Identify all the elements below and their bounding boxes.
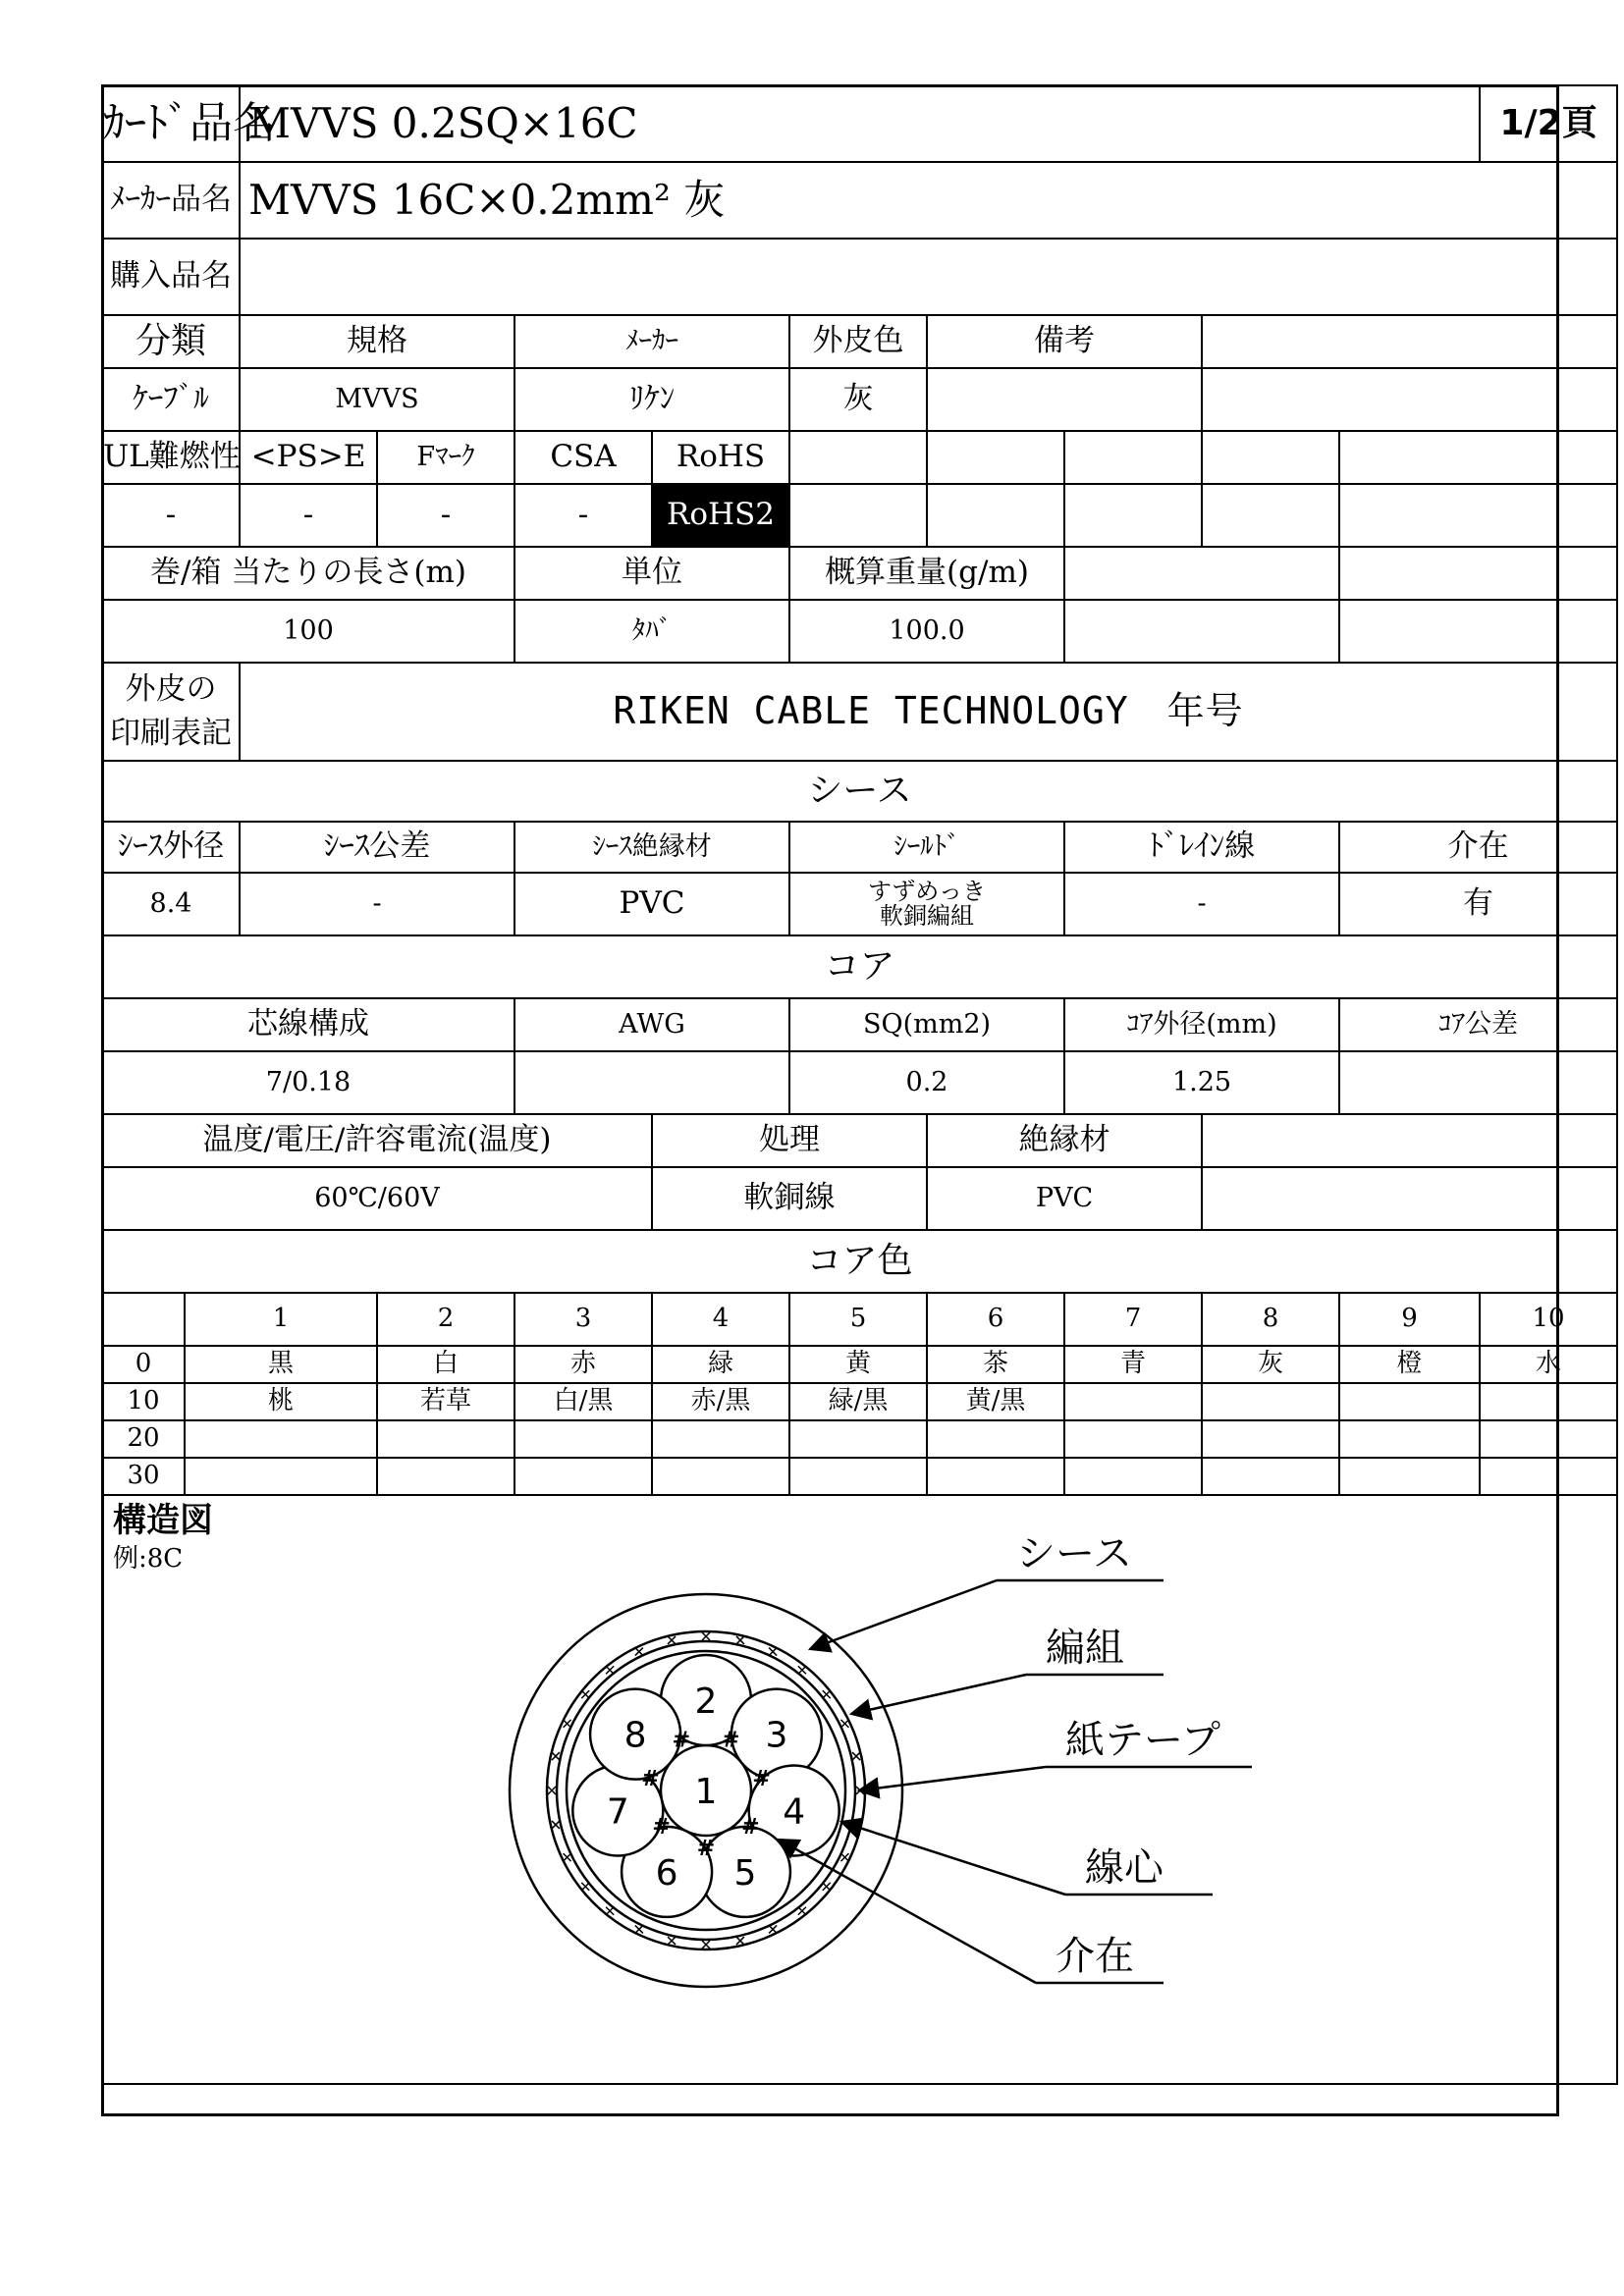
color-row-start: 10 [102,1383,185,1420]
core-blank-header [1202,1114,1617,1167]
color-cell: 白/黒 [514,1383,652,1420]
shield-value: すずめっき 軟銅編組 [789,873,1064,935]
pse-header: <PS>E [240,431,377,484]
color-row-start: 20 [102,1420,185,1458]
color-row [102,1383,1617,1420]
color-cell: 青 [1064,1346,1202,1383]
sheath-insulation-header: ｼｰｽ絶縁材 [514,822,789,873]
cert-blank-value [1064,484,1202,547]
core-blank-value [1202,1167,1617,1230]
f-mark-header: Fﾏｰｸ [377,431,514,484]
filler-header: 介在 [1339,822,1617,873]
color-col-header: 3 [514,1293,652,1346]
braid-mark [798,1907,806,1915]
color-cell: 若草 [377,1383,514,1420]
core-color-section-title: コア色 [102,1230,1617,1293]
color-col-header: 4 [652,1293,789,1346]
braid-mark [840,1720,848,1728]
braid-mark [668,1636,676,1644]
color-cell: 水 [1480,1346,1617,1383]
color-cell [514,1420,652,1458]
sheath-insulation-value: PVC [514,873,789,935]
braid-mark [668,1937,676,1945]
color-cell [1064,1383,1202,1420]
pse-value: - [240,484,377,547]
page-number: 1/2頁 [1480,85,1617,162]
callout-arrow [841,1822,1065,1895]
color-cell [652,1420,789,1458]
color-cell [1480,1420,1617,1458]
callout-arrow [810,1580,997,1649]
filler-mark: # [652,1815,671,1841]
filler-mark: # [752,1767,771,1792]
core-od-value: 1.25 [1064,1051,1339,1114]
cert-blank-value [789,484,927,547]
unit-header: 単位 [514,547,789,600]
core-number: 8 [623,1715,647,1756]
color-row [102,1346,1617,1383]
braid-mark [798,1666,806,1674]
braid-mark [606,1666,614,1674]
filler-mark: # [696,1837,716,1861]
cert-blank-header [927,431,1064,484]
color-cell [185,1420,377,1458]
rating-value: 60℃/60V [102,1167,652,1230]
core-wires [572,1655,839,1917]
csa-value: - [514,484,652,547]
core-od-header: ｺｱ外径(mm) [1064,998,1339,1051]
rohs-header: RoHS [652,431,789,484]
braid-mark [840,1853,848,1861]
core-number: 2 [694,1682,718,1722]
maker-name-label: ﾒｰｶｰ品名 [102,162,240,239]
print-marking-label-line1: 外皮の [125,671,217,708]
sheath-section-title: シース [102,761,1617,822]
strand-config-header: 芯線構成 [102,998,514,1051]
braid-mark [702,1632,710,1640]
print-marking-label [102,663,240,761]
print-marking-value: RIKEN CABLE TECHNOLOGY 年号 [240,663,1617,761]
braid-mark [852,1752,860,1760]
color-cell [927,1420,1064,1458]
braid-mark [769,1925,777,1933]
treatment-header: 処理 [652,1114,927,1167]
filler-mark: # [741,1815,760,1841]
f-mark-value: - [377,484,514,547]
insulation-value: PVC [927,1167,1202,1230]
cable-cross-section-diagram [103,1496,1556,2083]
braid-mark [564,1853,571,1861]
braid-mark [548,1787,556,1794]
cert-blank-header [1202,431,1339,484]
callouts [779,1531,1252,1983]
color-corner [102,1293,185,1346]
color-col-header: 8 [1202,1293,1339,1346]
color-cell: 緑 [652,1346,789,1383]
core-number: 1 [694,1772,718,1812]
filler-value: 有 [1339,873,1617,935]
color-cell [1202,1458,1339,1495]
color-cell: 桃 [185,1383,377,1420]
color-col-header: 6 [927,1293,1064,1346]
cert-blank-value [927,484,1064,547]
callout-label-braid: 編組 [1046,1626,1124,1671]
color-row [102,1420,1617,1458]
color-cell: 灰 [1202,1346,1339,1383]
csa-header: CSA [514,431,652,484]
cert-blank-value [1339,484,1617,547]
color-col-header: 2 [377,1293,514,1346]
filler-mark: # [721,1728,740,1753]
sheath-tolerance-header: ｼｰｽ公差 [240,822,514,873]
cert-blank-header [1339,431,1617,484]
cert-blank-header [789,431,927,484]
length-per-reel-header: 巻/箱 当たりの長さ(m) [102,547,514,600]
color-cell: 茶 [927,1346,1064,1383]
print-marking-label-line2: 印刷表記 [110,716,232,751]
color-col-header: 9 [1339,1293,1480,1346]
color-cell [1339,1420,1480,1458]
weight-header: 概算重量(g/m) [789,547,1064,600]
awg-header: AWG [514,998,789,1051]
core-number: 7 [606,1791,629,1833]
braid-mark [635,1925,643,1933]
filler-mark: # [641,1767,660,1792]
color-cell [1202,1420,1339,1458]
color-cell [1202,1383,1339,1420]
callout-arrow [779,1840,1036,1983]
spec-table [101,84,1618,2085]
color-col-header: 5 [789,1293,927,1346]
color-col-header: 7 [1064,1293,1202,1346]
shield-header: ｼｰﾙﾄﾞ [789,822,1064,873]
core-number: 3 [765,1715,788,1756]
braid-mark [702,1941,710,1949]
braid-mark [823,1690,831,1698]
structure-diagram-cell [102,1495,1617,2084]
unit-value: ﾀﾊﾞ [514,600,789,663]
color-cell [514,1458,652,1495]
awg-value [514,1051,789,1114]
sq-value: 0.2 [789,1051,1064,1114]
pack-blank-header [1339,547,1617,600]
braid-mark [581,1690,589,1698]
core-tolerance-header: ｺｱ公差 [1339,998,1617,1051]
structure-title: 構造図 [113,1501,213,1540]
color-cell [1339,1383,1480,1420]
pack-blank-header [1064,547,1339,600]
color-cell [377,1458,514,1495]
insulation-header: 絶縁材 [927,1114,1202,1167]
braid-mark [552,1821,560,1829]
treatment-value: 軟銅線 [652,1167,927,1230]
color-cell: 緑/黒 [789,1383,927,1420]
sq-header: SQ(mm2) [789,998,1064,1051]
color-cell [1480,1458,1617,1495]
remarks-header: 備考 [927,315,1202,368]
callout-label-sheath: シース [1016,1531,1132,1576]
cert-blank-value [1202,484,1339,547]
card-name-value: MVVS 0.2SQ×16C [240,85,1480,162]
core-number: 6 [655,1852,678,1894]
strand-config-value: 7/0.18 [102,1051,514,1114]
callout-label-filler: 介在 [1056,1934,1134,1979]
core-number: 5 [733,1852,757,1894]
standard-header: 規格 [240,315,514,368]
maker-value: ﾘｹﾝ [514,368,789,431]
color-row-start: 0 [102,1346,185,1383]
color-cell [652,1458,789,1495]
filler-mark: # [672,1728,691,1753]
braid-mark [736,1937,744,1945]
card-name-label: ｶｰﾄﾞ品名 [102,85,240,162]
braid-mark [769,1648,777,1656]
callout-label-paper_tape: 紙テープ [1065,1718,1220,1763]
pack-blank-value [1339,600,1617,663]
structure-example: 例:8C [113,1544,184,1574]
color-col-header: 10 [1480,1293,1617,1346]
color-cell: 黄 [789,1346,927,1383]
color-cell [927,1458,1064,1495]
core-number: 4 [783,1791,806,1833]
color-row-start: 30 [102,1458,185,1495]
sheath-color-header: 外皮色 [789,315,927,368]
color-cell: 黄/黒 [927,1383,1064,1420]
color-cell: 黒 [185,1346,377,1383]
maker-header: ﾒｰｶｰ [514,315,789,368]
color-cell [789,1458,927,1495]
color-cell: 赤/黒 [652,1383,789,1420]
maker-name-value: MVVS 16C×0.2mm² 灰 [240,162,1617,239]
purchase-name-value [240,239,1617,315]
spec-sheet [101,84,1597,2114]
classification-header: 分類 [102,315,240,368]
color-col-header: 1 [185,1293,377,1346]
ul-value: - [102,484,240,547]
purchase-name-label: 購入品名 [102,239,240,315]
blank-value [1202,368,1617,431]
color-cell [1064,1458,1202,1495]
rating-header: 温度/電圧/許容電流(温度) [102,1114,652,1167]
length-per-reel-value: 100 [102,600,514,663]
color-cell: 橙 [1339,1346,1480,1383]
color-row [102,1458,1617,1495]
braid-mark [606,1907,614,1915]
braid-mark [635,1648,643,1656]
color-cell [377,1420,514,1458]
blank-header [1202,315,1617,368]
core-tolerance-value [1339,1051,1617,1114]
drain-wire-value: - [1064,873,1339,935]
braid-mark [823,1883,831,1891]
color-cell [1339,1458,1480,1495]
braid-mark [736,1636,744,1644]
classification-value: ｹｰﾌﾞﾙ [102,368,240,431]
color-cell: 白 [377,1346,514,1383]
weight-value: 100.0 [789,600,1064,663]
remarks-value [927,368,1202,431]
core-section-title: コア [102,935,1617,998]
callout-label-core_wire: 線心 [1085,1845,1164,1891]
sheath-od-value: 8.4 [102,873,240,935]
color-cell [1064,1420,1202,1458]
braid-mark [564,1720,571,1728]
sheath-od-header: ｼｰｽ外径 [102,822,240,873]
callout-arrow [859,1767,1046,1790]
ul-header: UL難燃性 [102,431,240,484]
pack-blank-value [1064,600,1339,663]
sheath-color-value: 灰 [789,368,927,431]
color-cell: 赤 [514,1346,652,1383]
color-cell [185,1458,377,1495]
color-cell [789,1420,927,1458]
rohs-value: RoHS2 [652,484,789,547]
braid-mark [581,1883,589,1891]
sheath-tolerance-value: - [240,873,514,935]
color-cell [1480,1383,1617,1420]
standard-value: MVVS [240,368,514,431]
braid-mark [552,1752,560,1760]
drain-wire-header: ﾄﾞﾚｲﾝ線 [1064,822,1339,873]
cert-blank-header [1064,431,1202,484]
